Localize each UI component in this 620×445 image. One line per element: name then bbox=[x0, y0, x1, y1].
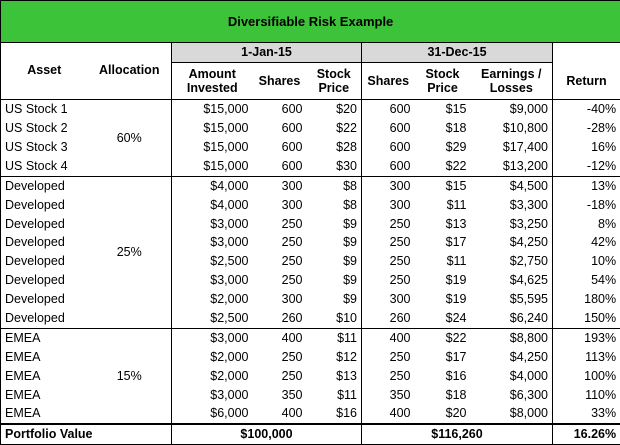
shares-start-cell: 250 bbox=[253, 252, 307, 271]
shares-start-cell: 250 bbox=[253, 366, 307, 385]
shares-end-cell: 600 bbox=[362, 119, 415, 138]
stock-price-end-cell: $18 bbox=[415, 119, 471, 138]
amount-invested-cell: $3,000 bbox=[172, 385, 253, 404]
stock-price-start-cell: $13 bbox=[307, 366, 362, 385]
shares-start-column-header: Shares bbox=[253, 63, 307, 100]
stock-price-start-cell: $9 bbox=[307, 290, 362, 309]
earnings-cell: $17,400 bbox=[471, 138, 553, 157]
stock-price-end-cell: $16 bbox=[415, 366, 471, 385]
return-cell: 8% bbox=[553, 214, 620, 233]
return-cell: 100% bbox=[553, 366, 620, 385]
shares-end-cell: 250 bbox=[362, 252, 415, 271]
shares-end-cell: 600 bbox=[362, 138, 415, 157]
total-return: 16.26% bbox=[553, 424, 620, 445]
allocation-cell: 60% bbox=[88, 100, 172, 177]
return-cell: -40% bbox=[553, 100, 620, 119]
table-row bbox=[1, 100, 620, 119]
asset-cell: US Stock 4 bbox=[1, 157, 88, 176]
shares-start-cell: 400 bbox=[253, 404, 307, 424]
shares-start-cell: 250 bbox=[253, 271, 307, 290]
shares-start-cell: 300 bbox=[253, 195, 307, 214]
shares-end-cell: 250 bbox=[362, 348, 415, 367]
stock-price-start-cell: $8 bbox=[307, 176, 362, 195]
asset-cell: Developed bbox=[1, 309, 88, 328]
earnings-cell: $3,250 bbox=[471, 214, 553, 233]
price-end-header-line2: Price bbox=[427, 81, 458, 95]
date-start-header: 1-Jan-15 bbox=[172, 43, 362, 63]
amount-invested-cell: $2,500 bbox=[172, 309, 253, 328]
earnings-cell: $8,000 bbox=[471, 404, 553, 424]
amount-invested-cell: $15,000 bbox=[172, 157, 253, 176]
stock-price-start-cell: $12 bbox=[307, 348, 362, 367]
asset-cell: Developed bbox=[1, 195, 88, 214]
return-cell: 33% bbox=[553, 404, 620, 424]
allocation-column-header bbox=[88, 63, 172, 100]
amount-invested-cell: $15,000 bbox=[172, 119, 253, 138]
asset-cell: US Stock 1 bbox=[1, 100, 88, 119]
shares-end-cell: 260 bbox=[362, 309, 415, 328]
stock-price-start-cell: $8 bbox=[307, 195, 362, 214]
total-end-value: $116,260 bbox=[362, 424, 553, 445]
shares-start-cell: 350 bbox=[253, 385, 307, 404]
table-title: Diversifiable Risk Example bbox=[1, 1, 620, 43]
shares-end-cell: 300 bbox=[362, 176, 415, 195]
shares-start-cell: 600 bbox=[253, 119, 307, 138]
header-spacer bbox=[1, 43, 88, 63]
asset-header-label: Asset bbox=[27, 63, 61, 77]
asset-cell: US Stock 2 bbox=[1, 119, 88, 138]
stock-price-end-cell: $13 bbox=[415, 214, 471, 233]
shares-end-cell: 250 bbox=[362, 233, 415, 252]
asset-cell: EMEA bbox=[1, 404, 88, 424]
amount-invested-cell: $4,000 bbox=[172, 176, 253, 195]
portfolio-total-row bbox=[1, 424, 620, 445]
earnings-cell: $4,625 bbox=[471, 271, 553, 290]
asset-cell: EMEA bbox=[1, 348, 88, 367]
amount-header-line1: Amount bbox=[189, 67, 236, 81]
allocation-cell: 25% bbox=[88, 176, 172, 328]
asset-cell: Developed bbox=[1, 233, 88, 252]
table-body bbox=[1, 100, 620, 425]
stock-price-end-cell: $11 bbox=[415, 252, 471, 271]
earnings-cell: $4,250 bbox=[471, 348, 553, 367]
amount-invested-cell: $4,000 bbox=[172, 195, 253, 214]
stock-price-end-cell: $15 bbox=[415, 100, 471, 119]
shares-end-cell: 250 bbox=[362, 214, 415, 233]
amount-invested-cell: $2,500 bbox=[172, 252, 253, 271]
asset-cell: EMEA bbox=[1, 385, 88, 404]
asset-cell: EMEA bbox=[1, 366, 88, 385]
stock-price-end-cell: $18 bbox=[415, 385, 471, 404]
price-start-header-line1: Stock bbox=[317, 67, 351, 81]
shares-end-cell: 400 bbox=[362, 404, 415, 424]
earnings-cell: $6,300 bbox=[471, 385, 553, 404]
return-cell: 193% bbox=[553, 328, 620, 347]
earnings-column-header bbox=[471, 63, 553, 100]
earnings-cell: $9,000 bbox=[471, 100, 553, 119]
table-row bbox=[1, 176, 620, 195]
amount-invested-cell: $2,000 bbox=[172, 366, 253, 385]
earnings-cell: $5,595 bbox=[471, 290, 553, 309]
asset-cell: Developed bbox=[1, 214, 88, 233]
amount-invested-column-header bbox=[172, 63, 253, 100]
amount-invested-cell: $15,000 bbox=[172, 138, 253, 157]
return-cell: 180% bbox=[553, 290, 620, 309]
allocation-cell: 15% bbox=[88, 328, 172, 424]
stock-price-end-cell: $19 bbox=[415, 290, 471, 309]
asset-cell: Developed bbox=[1, 290, 88, 309]
earnings-cell: $4,250 bbox=[471, 233, 553, 252]
stock-price-end-cell: $22 bbox=[415, 328, 471, 347]
stock-price-end-cell: $19 bbox=[415, 271, 471, 290]
shares-start-cell: 600 bbox=[253, 138, 307, 157]
amount-invested-cell: $2,000 bbox=[172, 348, 253, 367]
stock-price-end-column-header bbox=[415, 63, 471, 100]
shares-end-cell: 250 bbox=[362, 366, 415, 385]
shares-start-cell: 300 bbox=[253, 290, 307, 309]
shares-end-cell: 600 bbox=[362, 157, 415, 176]
amount-header-line2: Invested bbox=[187, 81, 238, 95]
earnings-header-line1: Earnings / bbox=[481, 67, 541, 81]
total-start-value: $100,000 bbox=[172, 424, 362, 445]
shares-end-cell: 250 bbox=[362, 271, 415, 290]
return-cell: -18% bbox=[553, 195, 620, 214]
allocation-header-label: Allocation bbox=[99, 63, 159, 77]
stock-price-start-cell: $9 bbox=[307, 252, 362, 271]
stock-price-end-cell: $22 bbox=[415, 157, 471, 176]
asset-cell: Developed bbox=[1, 176, 88, 195]
earnings-cell: $3,300 bbox=[471, 195, 553, 214]
stock-price-start-cell: $28 bbox=[307, 138, 362, 157]
shares-end-cell: 300 bbox=[362, 195, 415, 214]
return-cell: -28% bbox=[553, 119, 620, 138]
header-spacer bbox=[553, 43, 620, 63]
return-cell: 113% bbox=[553, 348, 620, 367]
stock-price-end-cell: $29 bbox=[415, 138, 471, 157]
shares-start-cell: 600 bbox=[253, 157, 307, 176]
return-cell: -12% bbox=[553, 157, 620, 176]
shares-start-cell: 600 bbox=[253, 100, 307, 119]
stock-price-start-cell: $22 bbox=[307, 119, 362, 138]
stock-price-start-cell: $9 bbox=[307, 233, 362, 252]
earnings-cell: $13,200 bbox=[471, 157, 553, 176]
shares-start-cell: 250 bbox=[253, 348, 307, 367]
shares-end-cell: 400 bbox=[362, 328, 415, 347]
amount-invested-cell: $3,000 bbox=[172, 271, 253, 290]
stock-price-end-cell: $11 bbox=[415, 195, 471, 214]
shares-start-cell: 400 bbox=[253, 328, 307, 347]
shares-start-cell: 250 bbox=[253, 233, 307, 252]
stock-price-start-cell: $30 bbox=[307, 157, 362, 176]
amount-invested-cell: $3,000 bbox=[172, 328, 253, 347]
shares-end-cell: 300 bbox=[362, 290, 415, 309]
return-cell: 16% bbox=[553, 138, 620, 157]
stock-price-start-column-header bbox=[307, 63, 362, 100]
asset-cell: Developed bbox=[1, 252, 88, 271]
stock-price-start-cell: $20 bbox=[307, 100, 362, 119]
return-column-header: Return bbox=[553, 63, 620, 100]
table-row bbox=[1, 328, 620, 347]
amount-invested-cell: $6,000 bbox=[172, 404, 253, 424]
stock-price-start-cell: $9 bbox=[307, 214, 362, 233]
amount-invested-cell: $2,000 bbox=[172, 290, 253, 309]
asset-column-header bbox=[1, 63, 88, 100]
return-cell: 110% bbox=[553, 385, 620, 404]
asset-cell: EMEA bbox=[1, 328, 88, 347]
return-cell: 13% bbox=[553, 176, 620, 195]
stock-price-start-cell: $10 bbox=[307, 309, 362, 328]
return-cell: 54% bbox=[553, 271, 620, 290]
amount-invested-cell: $3,000 bbox=[172, 233, 253, 252]
shares-start-cell: 260 bbox=[253, 309, 307, 328]
earnings-cell: $4,000 bbox=[471, 366, 553, 385]
price-start-header-line2: Price bbox=[318, 81, 349, 95]
stock-price-start-cell: $11 bbox=[307, 328, 362, 347]
earnings-cell: $6,240 bbox=[471, 309, 553, 328]
stock-price-end-cell: $20 bbox=[415, 404, 471, 424]
shares-end-column-header: Shares bbox=[362, 63, 415, 100]
stock-price-start-cell: $16 bbox=[307, 404, 362, 424]
shares-start-cell: 300 bbox=[253, 176, 307, 195]
earnings-cell: $4,500 bbox=[471, 176, 553, 195]
stock-price-end-cell: $17 bbox=[415, 348, 471, 367]
stock-price-end-cell: $24 bbox=[415, 309, 471, 328]
return-cell: 42% bbox=[553, 233, 620, 252]
stock-price-start-cell: $9 bbox=[307, 271, 362, 290]
asset-cell: Developed bbox=[1, 271, 88, 290]
amount-invested-cell: $3,000 bbox=[172, 214, 253, 233]
shares-start-cell: 250 bbox=[253, 214, 307, 233]
price-end-header-line1: Stock bbox=[425, 67, 459, 81]
shares-end-cell: 350 bbox=[362, 385, 415, 404]
earnings-cell: $8,800 bbox=[471, 328, 553, 347]
stock-price-start-cell: $11 bbox=[307, 385, 362, 404]
earnings-cell: $2,750 bbox=[471, 252, 553, 271]
shares-end-cell: 600 bbox=[362, 100, 415, 119]
return-cell: 150% bbox=[553, 309, 620, 328]
amount-invested-cell: $15,000 bbox=[172, 100, 253, 119]
date-end-header: 31-Dec-15 bbox=[362, 43, 553, 63]
return-cell: 10% bbox=[553, 252, 620, 271]
header-spacer bbox=[88, 43, 172, 63]
earnings-header-line2: Losses bbox=[490, 81, 533, 95]
stock-price-end-cell: $15 bbox=[415, 176, 471, 195]
total-label: Portfolio Value bbox=[1, 424, 172, 445]
earnings-cell: $10,800 bbox=[471, 119, 553, 138]
asset-cell: US Stock 3 bbox=[1, 138, 88, 157]
stock-price-end-cell: $17 bbox=[415, 233, 471, 252]
